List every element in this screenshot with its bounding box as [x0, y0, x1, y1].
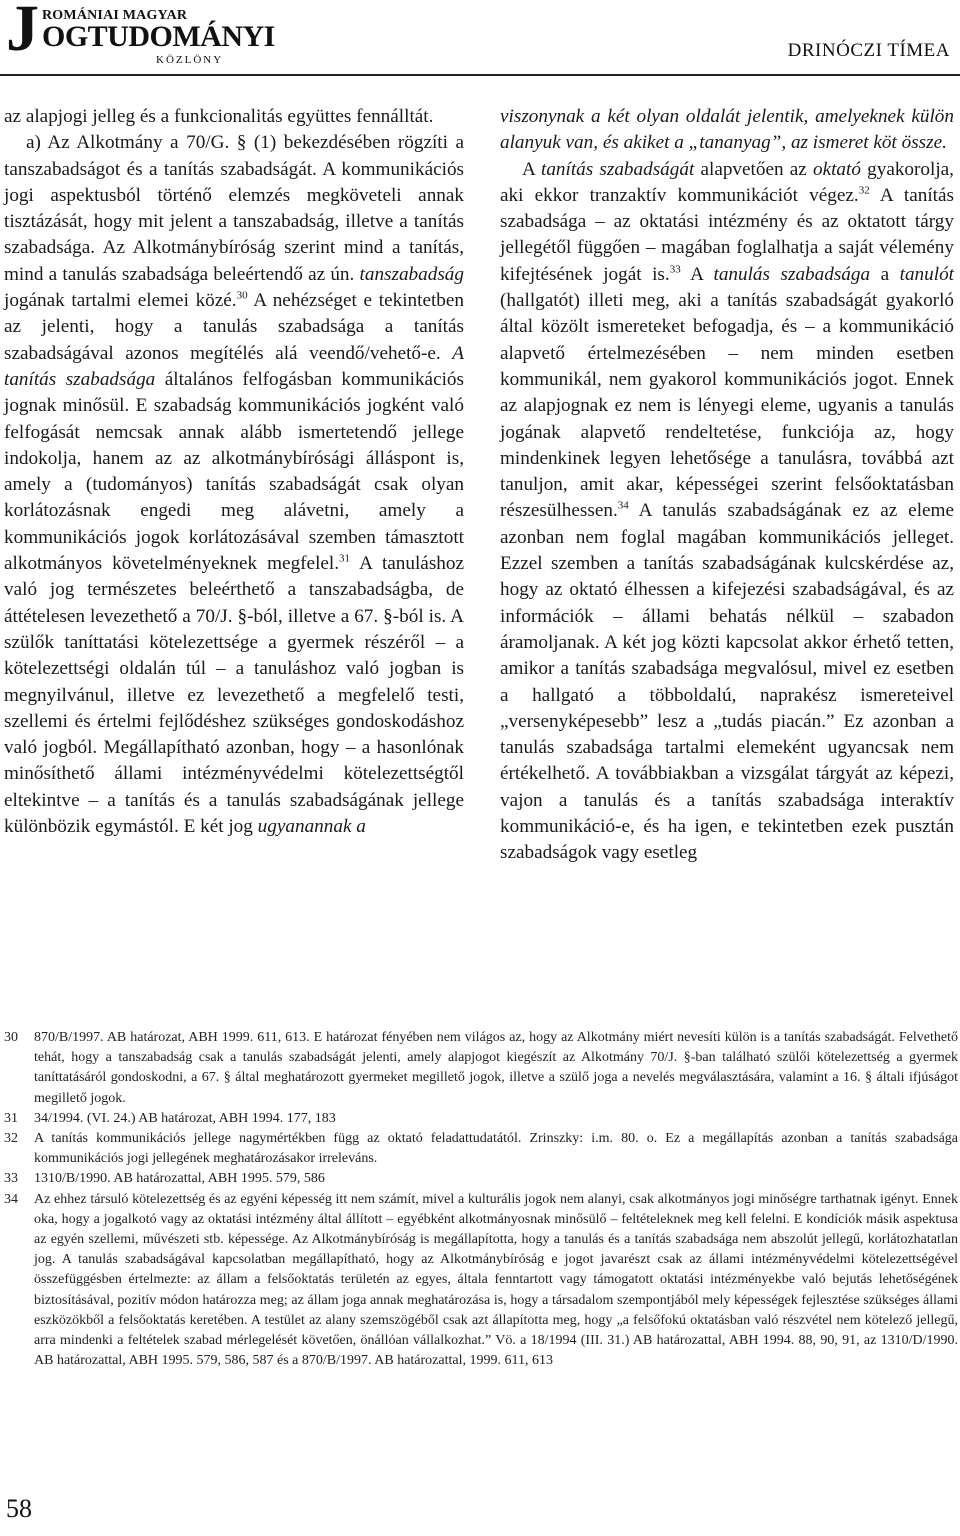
footnotes: [4, 1028, 958, 1371]
footnote-number: 34: [4, 1191, 18, 1207]
footnote: [4, 1028, 958, 1109]
footnote-text: 870/B/1997. AB határozat, ABH 1999. 611, 613. E határozat fényében nem világos az, hogy az Alkotmány miért nevesíti külön is a tanítás szabadságát. Felvethető tehát, hogy a tanszabadság csak a tanulás szabadságát jelenti, amely alapjogot kiegészít az Alkotmány 70/J. §-ban található szülői kötelezettség a gyermek taníttatásáról gondoskodni, a 67. § által meghatározott gyermeket megillető jogok, illetve a szülő joga a nevelés megválasztására, valamint a 16. § általi ifjúságot megillető jogok.: [34, 1030, 958, 1106]
footnote-number: 33: [4, 1171, 18, 1187]
footnote: [4, 1129, 958, 1169]
right-paragraph-1: viszonynak a két olyan oldalát jelentik, amelyeknek külön alanyuk van, és akiket a „tananyag”, az ismeret köt össze.: [500, 106, 954, 154]
logo-letter: J: [6, 0, 39, 65]
right-paragraph-2: A tanítás szabadságát alapvetően az oktató gyakorolja, aki ekkor tranzaktív kommunikációt végez.$^{32}$ A tanítás szabadsága – az oktatási intézmény és az oktatott tárgy jellegétől függően – magában foglalhatja a saját vélemény kifejtésének jogát is.$^{33}$ A tanulás szabadsága a tanulót (hallgatót) illeti meg, aki a tanítás szabadságát gyakorló által közölt ismereteket befogadja, és – a kommunikáció alapvető értelmezésében – nem minden esetben kommunikál, nem gyakorol kommunikációs jogot. Ennek az alapjognak ez nem is lényegi eleme, ugyanis a tanulás jogának alapvető rendeltetése, funkciója az, hogy mindenkinek legyen lehetősége a tanulásra, továbbá azt tanuljon, amit akar, képességei szerint felsőoktatásban részesülhessen.$^{34}$ A tanulás szabadságának ez az eleme azonban nem foglal magában kommunikációs jelleget. Ezzel szemben a tanítás szabadságának kulcskérdése az, hogy az oktató élhessen a kifejezési szabadságával, és az információk – állami behatás nélkül – szabadon áramoljanak. A két jog közti kapcsolat akkor érhető tetten, amikor a tanítás szabadsága megvalósul, mivel ez esetben a hallgató a többoldalú, naprakész ismereteivel „versenyképesebb” lesz a „tudás piacán.” Ez azonban a tanulás szabadsága tartalmi elemeként ugyancsak nem értékelhető. A továbbiakban a vizsgálat tárgyát az képezi, vajon a tanulás és a tanítás szabadsága interaktív kommunikáció-e, és ha igen, e tekintetben ezek pusztán szabadságok vagy esetleg: [500, 158, 954, 864]
logo-main-text: OGTUDOMÁNYI: [42, 20, 275, 53]
footnote: [4, 1169, 958, 1189]
footnote-ref-31: 31: [339, 552, 351, 565]
journal-logo: [6, 0, 275, 66]
footnote-text: 34/1994. (VI. 24.) AB határozat, ABH 1994. 177, 183: [34, 1110, 336, 1126]
footnote-number: 30: [4, 1030, 18, 1045]
footnote-text: Az ehhez társuló kötelezettség és az egyéni képesség itt nem számít, mivel a kulturális jogok nem alanyi, csak alkotmányos jogi minőségre tarthatnak igényt. Ennek oka, hogy a jogalkotó vagy az oktatási intézmény által állított – egyébként alkotmányosnak minősülő – feltételeknek meg kell felelni. E kondíciók másik aspektusa az egyén szellemi, művészeti stb. képessége. Az Alkotmánybíróság is megállapította, hogy a tanulás és a tanítás szabadsága nem abszolút jellegű, korlátozhatatlan jog. A tanulás szabadságával kapcsolatban megállapítható, hogy az Alkotmánybíróság e jogot javarészt csak az állami intézményvédelmi kötelezettségével összefüggésben értelmezte: az állam a felsőoktatás területén az egyes, általa fenntartott vagy támogatott oktatási intézményekbe való bejutás lehetőségének biztosításával, pozitív módon határozza meg; az állam joga annak meghatározása is, hogy a társadalom szempontjából mely képességek fejlesztése szükséges állami eszközökből a felsőoktatás keretében. A testület az alany szemszögéből csak azt állapította meg, hogy „a felsőfokú oktatásban való részvétel nem kötelező jellegű, arra mindenki a feltételek szabad mérlegelését követően, önállóan vállalkozhat.” Vö. a 18/1994 (III. 31.) AB határozattal, ABH 1994. 88, 90, 91, az 1310/D/1990. AB határozattal, ABH 1995. 579, 586, 587 és a 870/B/1997. AB határozattal, 1999. 611, 613: [34, 1191, 958, 1369]
footnote-text: 1310/B/1990. AB határozattal, ABH 1995. 579, 586: [34, 1171, 325, 1187]
footnote-number: 32: [4, 1131, 18, 1147]
running-head-author: DRINÓCZI TÍMEA: [787, 40, 950, 61]
logo-bottom-text: KÖZLÖNY: [156, 54, 224, 66]
logo-top-text: ROMÁNIAI MAGYAR: [42, 8, 188, 23]
footnote: [4, 1109, 958, 1129]
left-paragraph-2: a) Az Alkotmány a 70/G. § (1) bekezdésében rögzíti a tanszabadságot és a tanítás szabadságát. A kommunikációs jogi aspektusból történő elemzés megköveteli annak tisztázását, hogy mit jelent a tanszabadság, illetve a tanítás szabadsága. Az Alkotmánybíróság szerint mind a tanítás, mind a tanulás szabadsága beleértendő az ún. tanszabadság jogának tartalmi elemei közé.$^{30}$ A nehézséget e tekintetben az jelenti, hogy a tanulás szabadsága a tanítás szabadságával azonos megítélés alá veendő/vehető-e. A tanítás szabadsága általános felfogásban kommunikációs jognak minősül. E szabadság kommunikációs jogként való felfogását nemcsak annak alább ismertetendő jellege indokolja, hanem az az alkotmánybírósági álláspont is, amely a (tudományos) tanítás szabadságát csak olyan korlátozásnak engedi meg alávetni, amely a kommunikációs jogok korlátozásával szemben támasztott alkotmányos követelményeknek megfelel.$^{31}$ A tanuláshoz való jog természetes beleérthető a tanszabadságba, de áttételesen levezethető a 70/J. §-ból, illetve a 67. §-ból is. A szülők taníttatási kötelezettsége a gyermek részéről – a kötelezettségi oldalán túl – a tanuláshoz való jogban is megnyilvánul, illetve ez levezethető a megfelelő testi, szellemi és értelmi fejlődéshez szükséges gondoskodáshoz való jogból. Megállapítható azonban, hogy – a hasonlónak minősíthető állami intézményvédelmi kötelezettségtől eltekintve – a tanítás és a tanulás szabadságának jellege különbözik egymástól. E két jog ugyanannak a: [4, 132, 464, 838]
footnote-ref-30: 30: [236, 289, 248, 302]
footnote-ref-33: 33: [669, 263, 681, 276]
footnote: [4, 1190, 958, 1372]
page-number: 58: [6, 1494, 32, 1523]
left-column: [4, 104, 464, 840]
footnote-ref-34: 34: [617, 500, 629, 513]
footnote-text: A tanítás kommunikációs jellege nagymértékben függ az oktató feladattudatától. Zrinszky: i.m. 80. o. Ez a megállapítás azonban a tanítás szabadsága kommunikációs jogi jellegének meghatározásakor irreleváns.: [34, 1131, 958, 1167]
left-paragraph-1: az alapjogi jelleg és a funkcionalitás együttes fennálltát.: [4, 106, 434, 127]
right-column: [500, 104, 954, 867]
header-rule: [0, 74, 960, 76]
footnote-number: 31: [4, 1110, 18, 1126]
footnote-ref-32: 32: [858, 184, 870, 197]
